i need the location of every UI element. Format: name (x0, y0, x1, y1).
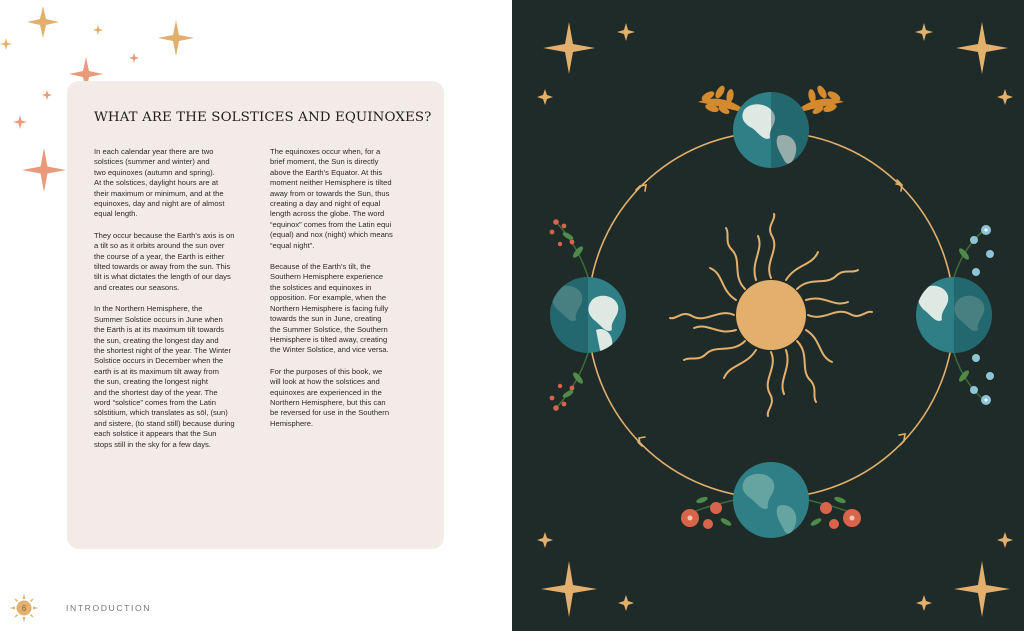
sparkle-star-icon (541, 561, 597, 617)
sparkle-star-icon (158, 20, 194, 56)
sparkle-star-icon (915, 23, 933, 41)
sparkle-star-icon (956, 22, 1008, 74)
paragraph: In the Northern Hemisphere, the Summer Solstice occurs in June when the Earth is at its maximum tilt towards the sun, creating the longest day and the shortest night of the year. The Winter Solstice occurs in December when the earth is at its maximum tilt away from the sun, creating the longest night and the shortest day of the year. The word “solstice” comes from the Latin sōlstitium, which translates as sōl, (sun) and sistere, (to stand still) because during each solstice it appears that the Sun stops still in the sky for a few days. (94, 304, 235, 449)
paragraph: Because of the Earth’s tilt, the Southern Hemisphere experience the solstices and equinoxes in opposition. For example, when the Northern Hemisphere is facing fully towards the sun in June, creating the Summer Solstice, the Southern Hemisphere is tilted away, creating the Winter Solstice, and vice versa. (270, 262, 389, 355)
sparkle-star-icon (997, 89, 1013, 105)
right-page (512, 0, 1024, 631)
earth-icon (698, 84, 844, 170)
section-label: INTRODUCTION (66, 603, 152, 613)
earth-icon (681, 460, 861, 540)
sparkle-star-icon (916, 595, 932, 611)
sparkle-star-icon (129, 53, 139, 63)
sun-icon (10, 594, 38, 622)
sparkle-star-icon (617, 23, 635, 41)
sparkle-star-icon (997, 532, 1013, 548)
sparkle-star-icon (22, 148, 66, 192)
sparkle-star-icon (42, 90, 52, 100)
earth-icon (916, 225, 996, 405)
paragraph: They occur because the Earth’s axis is on a tilt so as it orbits around the sun over the course of a year, the Earth is either tilted towards or away from the sun. This tilt is what dictates the length of our days and creates our seasons. (94, 230, 235, 292)
sparkle-star-icon (537, 532, 553, 548)
seasons-illustration (512, 0, 1024, 631)
sparkle-star-icon (0, 38, 12, 50)
arrow-icon (638, 437, 645, 446)
paragraph: For the purposes of this book, we will look at how the solstices and equinoxes are experienced in the Northern Hemisphere, but this can be reversed for use in the Southern Hemisphere. (270, 366, 390, 428)
article-title: WHAT ARE THE SOLSTICES AND EQUINOXES? (94, 110, 432, 125)
sparkle-star-icon (13, 115, 27, 129)
earth-icon (550, 219, 630, 411)
paragraph: The equinoxes occur when, for a brief moment, the Sun is directly above the Earth’s Equator. At this moment neither Hemisphere is tilted away from or towards the Sun, thus creating a day and night of equal length across the globe. The word “equinox” comes from the Latin equi (equal) and nox (night) which means “equal night”. (270, 147, 393, 250)
text-column-right (270, 147, 438, 440)
sun-icon (670, 214, 872, 416)
sparkle-star-icon (27, 6, 59, 38)
arrow-icon (899, 434, 905, 445)
paragraph: In each calendar year there are two solstices (summer and winter) and two equinoxes (autumn and spring). At the solstices, daylight hours are at their maximum or minimum, and at the equinoxes, day and night are of almost equal length. (94, 147, 225, 219)
sparkle-star-icon (618, 595, 634, 611)
sparkle-star-icon (543, 22, 595, 74)
sparkle-star-icon (537, 89, 553, 105)
sparkle-star-icon (93, 25, 103, 35)
text-column-left (94, 147, 286, 461)
page-number: 6 (21, 604, 27, 613)
sparkle-star-icon (954, 561, 1010, 617)
